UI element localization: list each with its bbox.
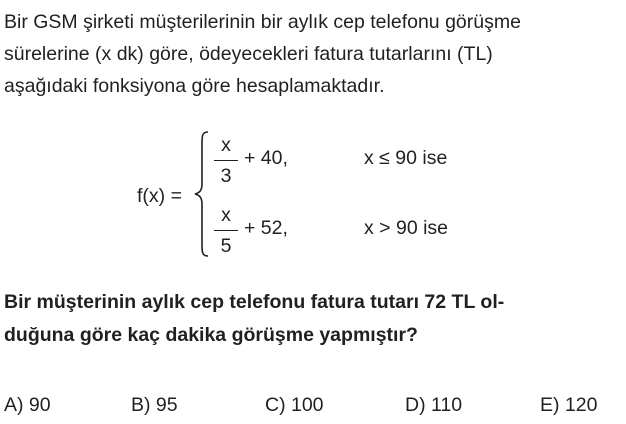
fraction-1-numerator: x <box>221 134 231 156</box>
problem-statement <box>4 6 622 102</box>
question-text <box>4 286 622 352</box>
option-b[interactable]: B) 95 <box>131 394 178 416</box>
problem-line-1: Bir GSM şirketi müşterilerinin bir aylık cep telefonu görüşme <box>4 11 521 33</box>
function-label: f(x) = <box>137 185 182 207</box>
option-c[interactable]: C) 100 <box>265 394 324 416</box>
option-a[interactable]: A) 90 <box>4 394 51 416</box>
problem-line-2: sürelerine (x dk) göre, ödeyecekleri fatura tutarlarını (TL) <box>4 43 493 65</box>
fraction-2-bar <box>214 230 238 231</box>
case-2-constant: + 52, <box>244 217 288 239</box>
case-1-constant: + 40, <box>244 147 288 169</box>
question-line-2: duğuna göre kaç dakika görüşme yapmıştır? <box>4 324 418 346</box>
case-2-condition: x > 90 ise <box>364 217 449 239</box>
fraction-2-numerator: x <box>221 204 231 226</box>
problem-line-3: aşağıdaki fonksiyona göre hesaplamaktadır. <box>4 75 385 97</box>
case-1-condition: x ≤ 90 ise <box>364 147 448 169</box>
question-line-1: Bir müşterinin aylık cep telefonu fatura tutarı 72 TL ol- <box>4 291 505 313</box>
fraction-1-denominator: 3 <box>220 165 232 187</box>
fraction-case-2 <box>214 204 238 257</box>
option-e[interactable]: E) 120 <box>540 394 598 416</box>
curly-brace-icon <box>193 130 211 258</box>
fraction-1-bar <box>214 160 238 161</box>
option-d[interactable]: D) 110 <box>405 394 463 416</box>
fraction-case-1 <box>214 134 238 187</box>
fraction-2-denominator: 5 <box>220 235 232 257</box>
